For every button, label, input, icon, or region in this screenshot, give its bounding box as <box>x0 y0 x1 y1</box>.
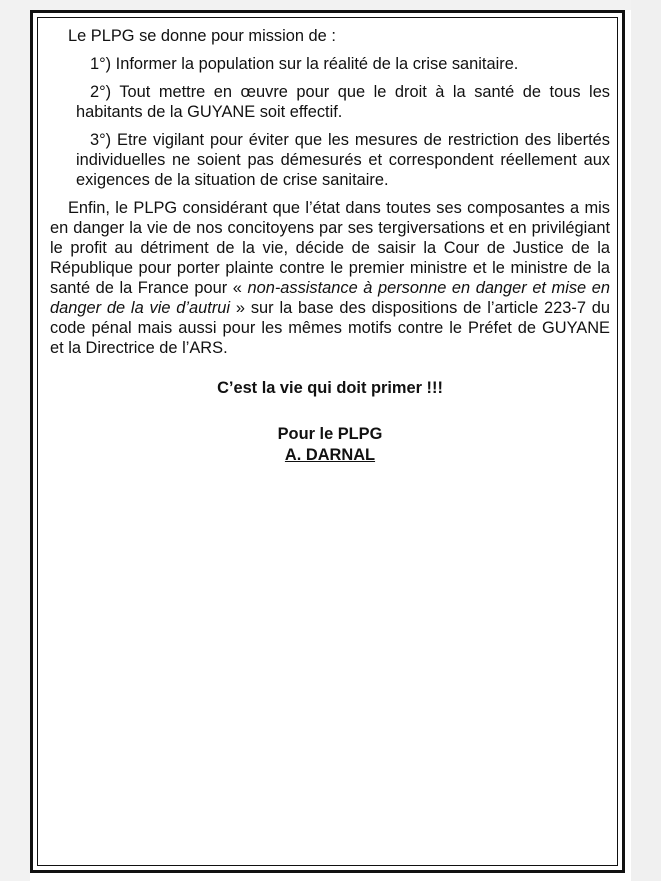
complaint-text-part1: Enfin, le PLPG considérant que l’état dans toutes ses composantes a mis en danger la vie de nos concitoyens par ses tergiversations et en privilégiant le profit au détriment de la vie, décide de saisir la Cour de Justice de la République pour porter plainte contre le premier ministre et le ministre de la santé de la France pour « <box>50 199 610 297</box>
signature-line: Pour le PLPG <box>277 425 383 443</box>
signature-name: A. DARNAL <box>284 446 376 464</box>
mission-intro: Le PLPG se donne pour mission de : <box>68 27 336 45</box>
document-body <box>50 26 610 466</box>
complaint-italic-phrase: non-assistance à personne en danger et mise en danger de la vie d’autrui <box>50 279 610 317</box>
closing-statement: C’est la vie qui doit primer !!! <box>217 379 443 397</box>
complaint-paragraph <box>50 198 610 358</box>
mission-item-2: 2°) Tout mettre en œuvre pour que le droit à la santé de tous les habitants de la GUYANE soit effectif. <box>76 83 610 121</box>
mission-item-3: 3°) Etre vigilant pour éviter que les mesures de restriction des libertés individuelles ne soient pas démesurés et correspondent réellement aux exigences de la situation de crise sanitaire. <box>76 131 610 189</box>
page-right-margin <box>631 0 661 881</box>
mission-item-1: 1°) Informer la population sur la réalité de la crise sanitaire. <box>90 55 519 73</box>
signature-block <box>50 424 610 466</box>
complaint-text-part2: » sur la base des dispositions de l’article 223-7 du code pénal mais aussi pour les mêmes motifs contre le Préfet de GUYANE et la Directrice de l’ARS. <box>50 299 611 357</box>
